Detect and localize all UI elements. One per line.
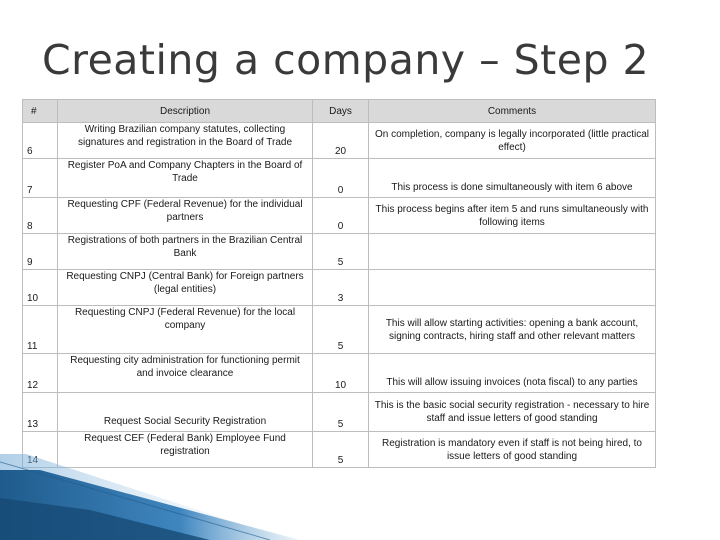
cell-days: 3 [313, 270, 369, 306]
cell-comments: On completion, company is legally incorporated (little practical effect) [369, 123, 656, 159]
cell-description: Requesting CPF (Federal Revenue) for the individual partners [58, 198, 313, 234]
cell-days: 20 [313, 123, 369, 159]
cell-days: 0 [313, 159, 369, 198]
cell-comments: Registration is mandatory even if staff is not being hired, to issue letters of good standing [369, 432, 656, 468]
corner-swoosh-decoration [0, 450, 300, 540]
header-num: # [23, 100, 58, 123]
cell-days: 10 [313, 354, 369, 393]
header-description: Description [58, 100, 313, 123]
cell-days: 5 [313, 432, 369, 468]
cell-comments: This process begins after item 5 and runs simultaneously with following items [369, 198, 656, 234]
cell-comments [369, 234, 656, 270]
cell-num: 13 [23, 393, 58, 432]
table-row [23, 393, 656, 432]
table-row [23, 306, 656, 354]
cell-description: Writing Brazilian company statutes, collecting signatures and registration in the Board of Trade [58, 123, 313, 159]
table-header-row [23, 100, 656, 123]
table-row [23, 198, 656, 234]
table-row [23, 123, 656, 159]
header-comments: Comments [369, 100, 656, 123]
table-row [23, 234, 656, 270]
cell-description: Requesting CNPJ (Federal Revenue) for the local company [58, 306, 313, 354]
cell-description: Register PoA and Company Chapters in the Board of Trade [58, 159, 313, 198]
cell-description: Request Social Security Registration [58, 393, 313, 432]
steps-table [22, 99, 656, 468]
cell-days: 5 [313, 393, 369, 432]
table-row [23, 354, 656, 393]
cell-num: 6 [23, 123, 58, 159]
table-row [23, 159, 656, 198]
cell-comments: This process is done simultaneously with item 6 above [369, 159, 656, 198]
cell-days: 0 [313, 198, 369, 234]
table-row [23, 270, 656, 306]
cell-description: Request CEF (Federal Bank) Employee Fund registration [58, 432, 313, 468]
cell-num: 7 [23, 159, 58, 198]
cell-comments: This will allow issuing invoices (nota fiscal) to any parties [369, 354, 656, 393]
cell-num: 10 [23, 270, 58, 306]
cell-comments: This will allow starting activities: opening a bank account, signing contracts, hiring staff and other relevant matters [369, 306, 656, 354]
cell-description: Requesting CNPJ (Central Bank) for Foreign partners (legal entities) [58, 270, 313, 306]
header-days: Days [313, 100, 369, 123]
cell-num: 9 [23, 234, 58, 270]
cell-num: 8 [23, 198, 58, 234]
cell-description: Registrations of both partners in the Brazilian Central Bank [58, 234, 313, 270]
cell-days: 5 [313, 234, 369, 270]
cell-num: 12 [23, 354, 58, 393]
page-title: Creating a company – Step 2 [42, 36, 650, 84]
cell-comments: This is the basic social security registration - necessary to hire staff and issue letters of good standing [369, 393, 656, 432]
cell-comments [369, 270, 656, 306]
cell-days: 5 [313, 306, 369, 354]
cell-description: Requesting city administration for functioning permit and invoice clearance [58, 354, 313, 393]
cell-num: 11 [23, 306, 58, 354]
